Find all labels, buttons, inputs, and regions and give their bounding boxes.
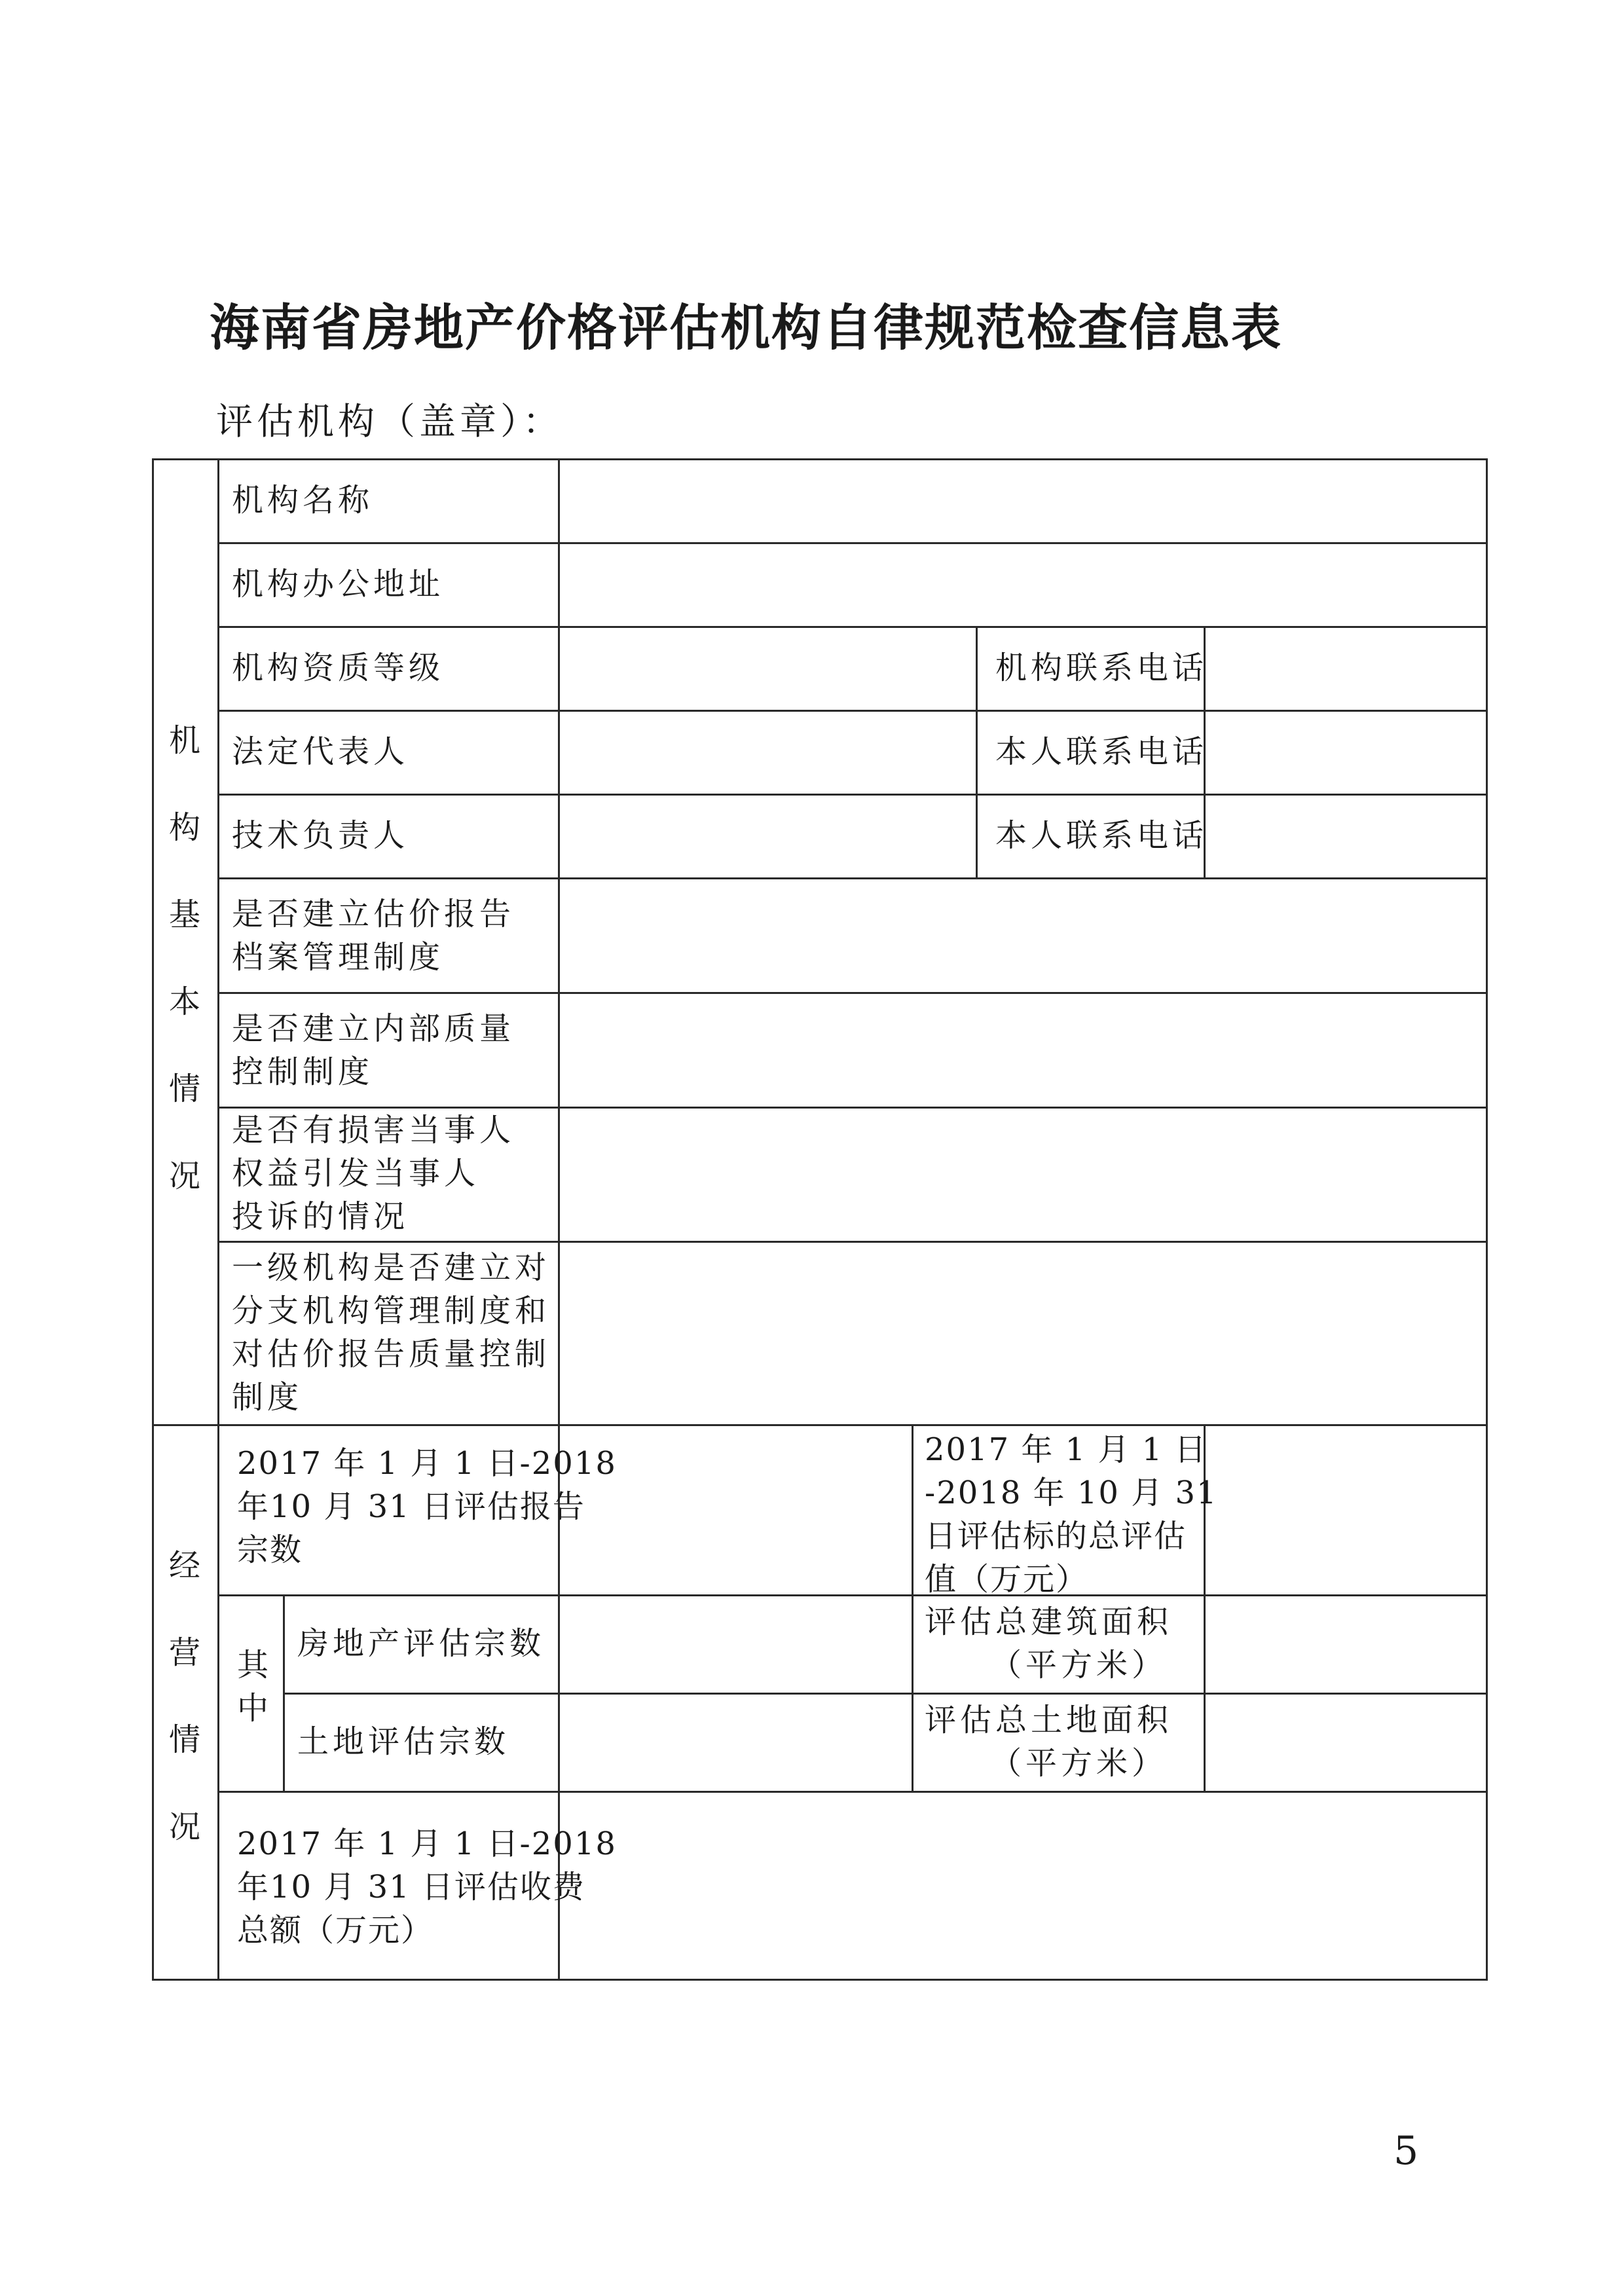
label-org-phone: 机构联系电话 [995, 650, 1208, 686]
border-top [152, 458, 1488, 460]
border-right [1486, 458, 1488, 1981]
label-line: 投诉的情况 [232, 1198, 409, 1235]
label-line: 评估总建筑面积 [925, 1604, 1173, 1640]
row-line [283, 1693, 1488, 1695]
vertical-char: 经 [168, 1547, 200, 1584]
label-realestate-count: 房地产评估宗数 [297, 1625, 545, 1662]
label-line: 2017 年 1 月 1 日 [925, 1431, 1208, 1468]
label-line: 档案管理制度 [232, 939, 445, 976]
vertical-char: 情 [168, 1721, 200, 1758]
label-line: 年10 月 31 日评估报告 [237, 1488, 585, 1525]
label-line: 2017 年 1 月 1 日-2018 [237, 1445, 617, 1482]
row-line [217, 794, 1488, 796]
label-line: 权益引发当事人 [232, 1155, 480, 1192]
label-land-count: 土地评估宗数 [297, 1723, 510, 1760]
row-line [217, 992, 1488, 994]
label-line: 制度 [232, 1379, 303, 1416]
vertical-char: 机 [168, 722, 200, 759]
field-column-divider [558, 458, 560, 1424]
label-line: 日评估标的总评估 [925, 1518, 1187, 1554]
row-line [217, 710, 1488, 712]
section-label-operations [162, 1522, 208, 1871]
row-line [217, 626, 1488, 628]
vertical-char: 情 [168, 1071, 200, 1107]
label-legal-rep-phone: 本人联系电话 [995, 733, 1208, 770]
label-line: -2018 年 10 月 31 [925, 1475, 1218, 1511]
label-line: 控制制度 [232, 1054, 374, 1090]
label-line: 总额（万元） [237, 1912, 434, 1949]
label-line: 值（万元） [925, 1561, 1089, 1598]
vertical-char: 营 [168, 1634, 200, 1671]
label-legal-rep: 法定代表人 [232, 733, 409, 770]
phone-label-divider [976, 626, 978, 877]
label-line: 分支机构管理制度和 [232, 1293, 551, 1329]
vertical-char: 本 [168, 983, 200, 1020]
label-org-name: 机构名称 [232, 482, 374, 519]
label-tech-lead-phone: 本人联系电话 [995, 817, 1208, 854]
document-title: 海南省房地产价格评估机构自律规范检查信息表 [210, 299, 1282, 357]
row-line [217, 1594, 1488, 1596]
label-line: 2017 年 1 月 1 日-2018 [237, 1826, 617, 1862]
label-line: 是否建立估价报告 [232, 896, 515, 932]
row-line [217, 877, 1488, 879]
seal-label: 评估机构（盖章）： [216, 401, 563, 443]
area-label-divider [912, 1424, 913, 1791]
label-column-divider [217, 458, 219, 1981]
label-line: 是否建立内部质量 [232, 1010, 515, 1047]
label-line: （平方米） [990, 1745, 1168, 1782]
row-line [217, 1791, 1488, 1793]
label-qualification: 机构资质等级 [232, 650, 445, 686]
vertical-char: 构 [168, 809, 200, 846]
label-line: 对估价报告质量控制 [232, 1336, 551, 1372]
label-line: 其 [237, 1647, 273, 1683]
label-line: （平方米） [990, 1647, 1168, 1683]
among-divider [283, 1594, 285, 1791]
section-label-basic-info [162, 697, 208, 1220]
label-line: 宗数 [237, 1532, 303, 1568]
label-line: 年10 月 31 日评估收费 [237, 1869, 585, 1905]
label-line: 中 [237, 1690, 273, 1727]
label-line: 评估总土地面积 [925, 1702, 1173, 1738]
info-form-table [152, 458, 1488, 1981]
vertical-char: 基 [168, 896, 200, 933]
row-line [217, 542, 1488, 544]
border-left [152, 458, 154, 1981]
label-line: 一级机构是否建立对 [232, 1249, 551, 1286]
label-line: 是否有损害当事人 [232, 1112, 515, 1148]
page-number: 5 [1393, 2128, 1419, 2174]
section-divider [152, 1424, 1488, 1426]
label-org-address: 机构办公地址 [232, 566, 445, 602]
vertical-char: 况 [168, 1158, 200, 1194]
vertical-char: 况 [168, 1808, 200, 1845]
row-line [217, 1241, 1488, 1243]
label-tech-lead: 技术负责人 [232, 817, 409, 854]
border-bottom [152, 1979, 1488, 1981]
